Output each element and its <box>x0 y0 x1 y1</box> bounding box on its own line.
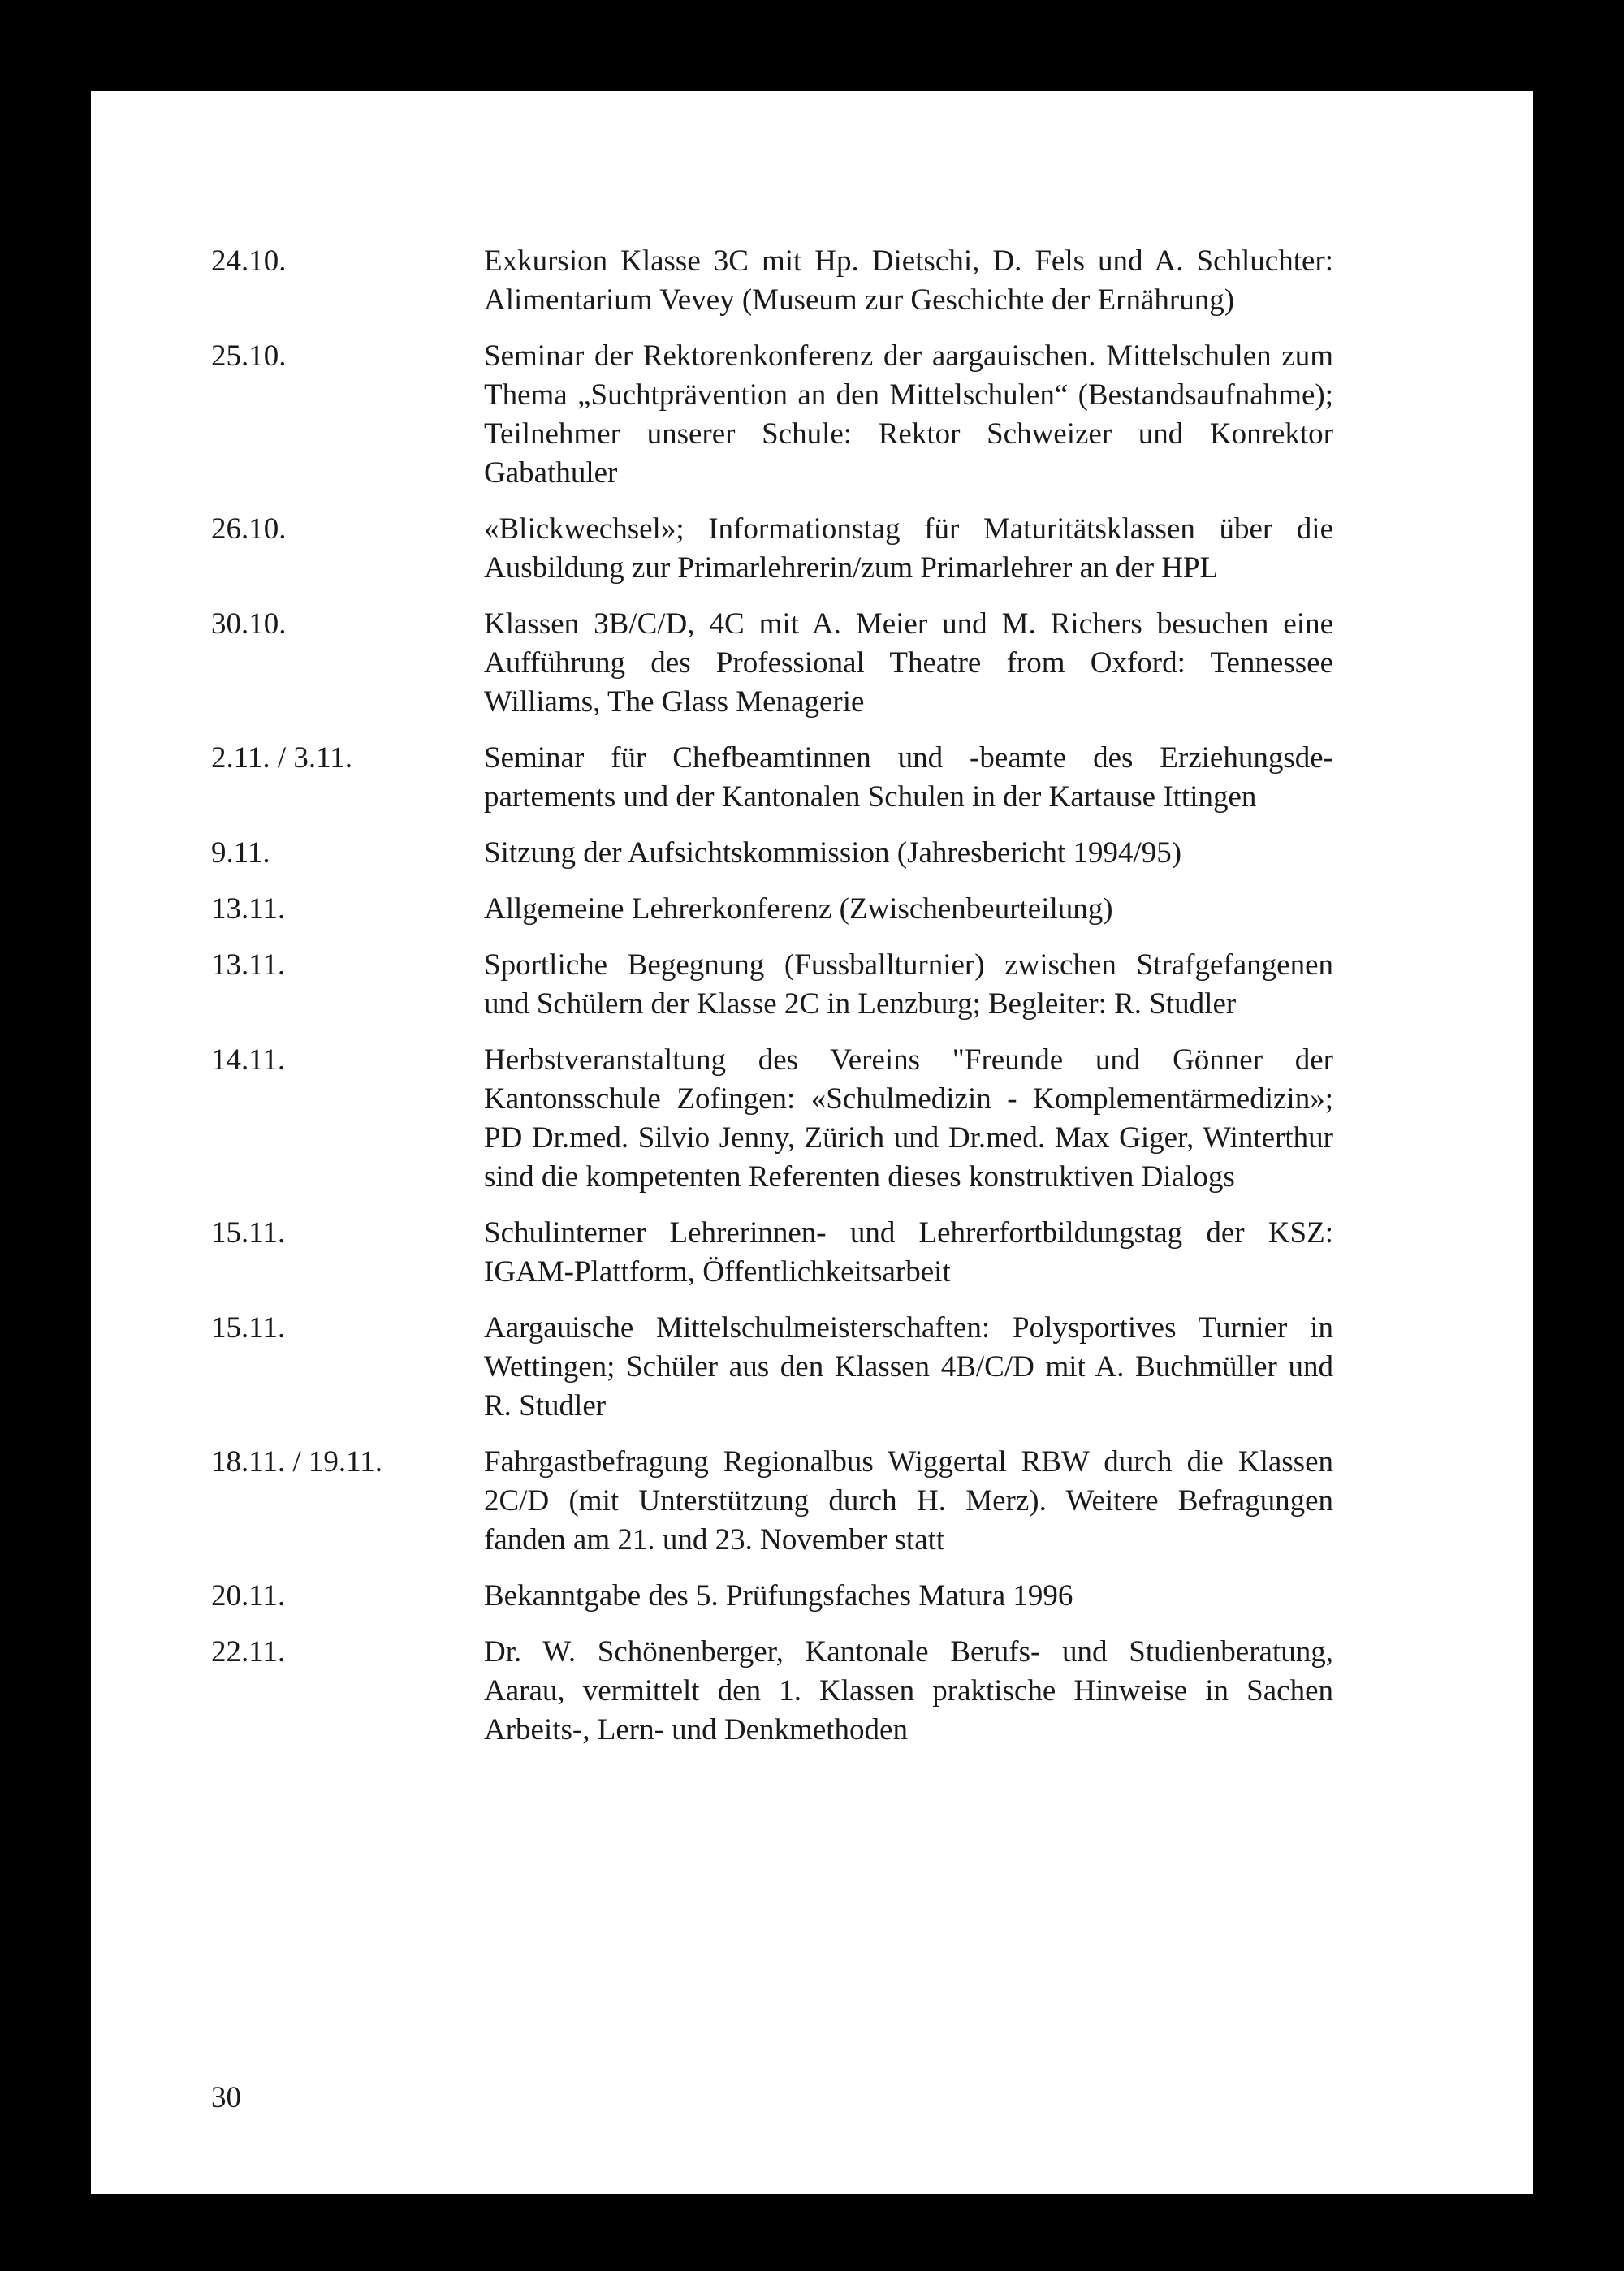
entry-text: «Blickwechsel»; Informationstag für Maturitätsklassen über die Ausbildung zur Primarlehrerin/zum Primarlehrer an der HPL <box>484 512 1333 585</box>
document-page <box>91 91 1533 2194</box>
entry-date: 9.11. <box>211 836 270 870</box>
entry-text: Allgemeine Lehrerkonferenz (Zwischenbeurteilung) <box>484 892 1113 926</box>
chronicle-entry <box>211 337 1419 493</box>
entry-text: Schulinterner Lehrerinnen- und Lehrerfortbildungstag der KSZ: IGAM-Plattform, Öffentlichkeitsarbeit <box>484 1216 1333 1289</box>
page-number: 30 <box>211 2081 241 2114</box>
entry-date: 15.11. <box>211 1216 286 1250</box>
entry-date: 2.11. / 3.11. <box>211 741 353 775</box>
chronicle-entry <box>211 1214 1419 1292</box>
entry-date: 15.11. <box>211 1311 286 1345</box>
entry-date: 18.11. / 19.11. <box>211 1445 383 1479</box>
chronicle-entry <box>211 1041 1419 1197</box>
chronicle-entry <box>211 890 1419 929</box>
entry-text: Bekanntgabe des 5. Prüfungsfaches Matura 1996 <box>484 1579 1073 1613</box>
chronicle-entry <box>211 946 1419 1024</box>
entry-text: Seminar für Chefbeamtinnen und -beamte des Erziehungsdepartements und der Kantonalen Schulen in der Kartause Ittingen <box>484 741 1333 814</box>
entry-date: 24.10. <box>211 244 287 278</box>
entry-date: 13.11. <box>211 948 286 982</box>
entry-text: Herbstveranstaltung des Vereins "Freunde und Gönner der Kantonsschule Zofingen: «Schulmedizin - Komplementärmedizin»; PD Dr.med. Silvio Jenny, Zürich und Dr.med. Max Giger, Winterthur sind die kompetenten Referenten dieses konstruktiven Dialogs <box>484 1043 1333 1194</box>
entry-date: 25.10. <box>211 339 287 373</box>
chronicle-entry <box>211 605 1419 722</box>
chronicle-entry <box>211 1309 1419 1426</box>
entry-text: Fahrgastbefragung Regionalbus Wiggertal RBW durch die Klassen 2C/D (mit Unterstützung durch H. Merz). Weitere Befragungen fanden am 21. und 23. November statt <box>484 1445 1333 1556</box>
entry-date: 14.11. <box>211 1043 286 1077</box>
chronicle-entry <box>211 739 1419 817</box>
entry-text: Klassen 3B/C/D, 4C mit A. Meier und M. Richers besuchen eine Aufführung des Professional Theatre from Oxford: Tennessee Williams, The Glass Menagerie <box>484 607 1333 719</box>
entry-date: 30.10. <box>211 607 287 641</box>
entry-date: 26.10. <box>211 512 287 546</box>
chronicle-entry <box>211 1633 1419 1750</box>
chronicle-entry <box>211 1577 1419 1616</box>
entry-date: 13.11. <box>211 892 286 926</box>
entry-text: Dr. W. Schönenberger, Kantonale Berufs- und Studienberatung, Aarau, vermittelt den 1. Klassen praktische Hinweise in Sachen Arbeits-, Lern- und Denkmethoden <box>484 1635 1333 1746</box>
chronicle-entry <box>211 242 1419 320</box>
entry-date: 20.11. <box>211 1579 286 1613</box>
chronicle-entry <box>211 834 1419 873</box>
chronicle-entry <box>211 1443 1419 1560</box>
entry-text: Seminar der Rektorenkonferenz der aargauischen. Mittelschulen zum Thema „Suchtprävention an den Mittelschulen“ (Bestandsaufnahme); Teilnehmer unserer Schule: Rektor Schweizer und Konrektor Gabathuler <box>484 339 1333 490</box>
entry-text: Aargauische Mittelschulmeisterschaften: Polysportives Turnier in Wettingen; Schüler aus den Klassen 4B/C/D mit A. Buchmüller und R. Studler <box>484 1311 1333 1423</box>
entry-text: Exkursion Klasse 3C mit Hp. Dietschi, D. Fels und A. Schluchter: Alimentarium Vevey (Museum zur Geschichte der Ernährung) <box>484 244 1333 317</box>
entry-date: 22.11. <box>211 1635 286 1669</box>
chronicle-entries <box>211 242 1419 1767</box>
chronicle-entry <box>211 510 1419 588</box>
entry-text: Sportliche Begegnung (Fussballturnier) zwischen Strafgefangenen und Schülern der Klasse 2C in Lenzburg; Begleiter: R. Studler <box>484 948 1333 1021</box>
entry-text: Sitzung der Aufsichtskommission (Jahresbericht 1994/95) <box>484 836 1182 870</box>
